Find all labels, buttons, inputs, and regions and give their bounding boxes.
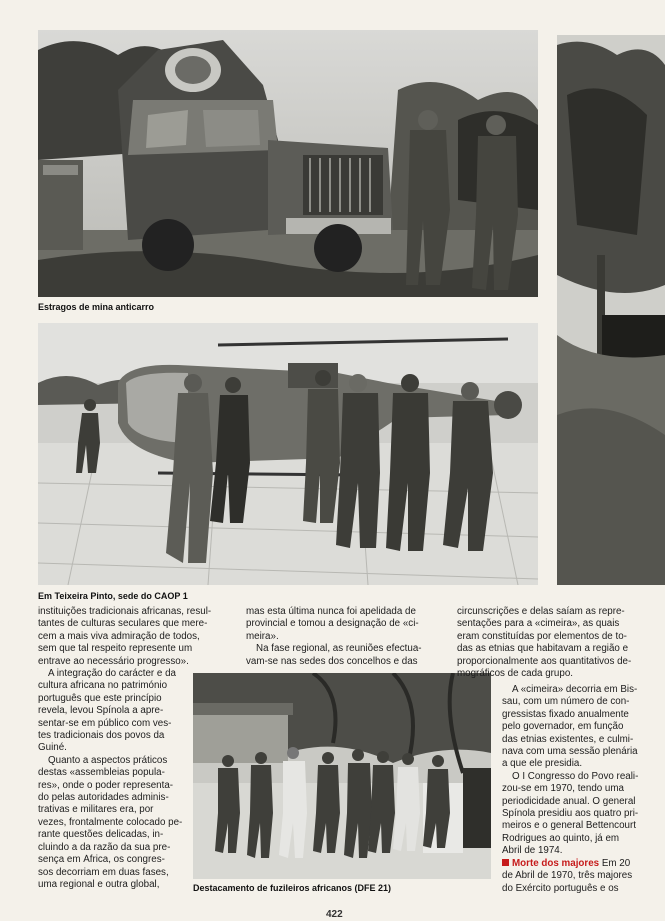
- text-line: do pelas autoridades adminis-: [38, 792, 169, 804]
- text-line: do Exército português e os: [502, 882, 619, 894]
- text-line: O I Congresso do Povo reali-: [512, 770, 639, 782]
- col3-paragraph-3: [502, 771, 662, 858]
- text-line: Em 20: [599, 857, 631, 869]
- text-line: tes tradicionais dos povos da: [38, 730, 165, 742]
- text-line: A «cimeira» decorria em Bis-: [512, 684, 638, 695]
- col1-paragraph-3: [38, 755, 188, 891]
- photo-teixeira-pinto: [38, 323, 538, 585]
- text-line: pelo governador, em função: [502, 721, 624, 733]
- text-column-1: [38, 606, 238, 668]
- text-line: de Abril de 1970, três majores: [502, 870, 633, 882]
- photo-marines: [193, 673, 491, 879]
- text-line: vezes, frontalmente colocado pe-: [38, 816, 183, 828]
- text-line: gressistas fixado anualmente: [502, 708, 629, 720]
- caption-marines: Destacamento de fuzileiros africanos (DFE 21): [193, 883, 392, 893]
- text-line: Rodrigues ao quinto, já em: [502, 832, 620, 844]
- text-column-2: [246, 606, 452, 668]
- text-line: circunscrições e delas saíam as repre-: [457, 606, 625, 617]
- text-line: instituições tradicionais africanas, resul-: [38, 606, 212, 617]
- section-heading-line: [502, 858, 662, 870]
- text-line: destas «assembleias popula-: [38, 767, 165, 779]
- text-line: meiros e o general Bettencourt: [502, 820, 636, 832]
- text-column-3: [457, 606, 660, 680]
- col1-paragraph-2: [38, 668, 188, 755]
- text-line: sos decorriam em duas fases,: [38, 866, 169, 878]
- text-line: mográficos de cada grupo.: [457, 668, 573, 680]
- text-line: sença em África, os congres-: [38, 854, 165, 866]
- text-line: proporcionalmente aos quantitativos de-: [457, 655, 632, 667]
- text-line: sau, com um número de con-: [502, 696, 630, 708]
- text-line: mas esta última nunca foi apelidada de: [246, 606, 416, 617]
- text-line: Abril de 1974.: [502, 845, 563, 857]
- text-line: sentações para a «cimeira», as quais: [457, 618, 620, 630]
- text-line: Quanto a aspectos práticos: [48, 754, 168, 766]
- text-line: trativas e militares era, por: [38, 804, 154, 816]
- photo-tree-hut: [557, 35, 665, 585]
- text-line: tantes de culturas seculares que mere-: [38, 618, 208, 630]
- caption-teixeira-pinto: Em Teixeira Pinto, sede do CAOP 1: [38, 591, 188, 601]
- text-line: cluindo a da razão da sua pre-: [38, 841, 171, 853]
- col1-paragraph-1: [38, 606, 238, 668]
- text-line: vam-se nas sedes dos concelhos e das: [246, 655, 418, 667]
- text-line: provincial e tomou a designação de «ci-: [246, 618, 419, 630]
- square-bullet-icon: [502, 859, 509, 866]
- text-line: das etnias existentes, e culmi-: [502, 733, 634, 745]
- text-line: A integração do carácter e da: [48, 668, 176, 679]
- text-column-3-narrow: [502, 684, 662, 895]
- col3-paragraph-1: [457, 606, 660, 680]
- text-line: a que ele presidia.: [502, 758, 583, 770]
- page-number: 422: [326, 909, 343, 920]
- text-line: sem que tal respeito represente um: [38, 643, 193, 655]
- col3-paragraph-2: [502, 684, 662, 771]
- text-line: das as etnias que habitavam a região e: [457, 643, 629, 655]
- text-line: periodicidade anual. O general: [502, 795, 636, 807]
- text-line: nava com uma sessão plenária: [502, 746, 638, 758]
- text-line: cem a mais viva admiração de todos,: [38, 630, 200, 642]
- text-line: uma regional e outra global,: [38, 878, 160, 890]
- text-line: Guiné.: [38, 742, 67, 754]
- text-line: res», onde o poder representa-: [38, 779, 174, 791]
- text-line: revela, levou Spínola a apre-: [38, 705, 164, 717]
- text-line: cultura africana no património: [38, 680, 168, 692]
- col2-paragraph-2: [246, 643, 452, 668]
- text-line: rante questões delicadas, in-: [38, 829, 164, 841]
- col2-paragraph-1: [246, 606, 452, 643]
- text-line: zou-se em 1970, tendo uma: [502, 783, 624, 795]
- text-line: meira».: [246, 630, 279, 642]
- col3-paragraph-4: [502, 858, 662, 895]
- text-line: sentar-se em público com ves-: [38, 717, 172, 729]
- text-line: eram constituídas por elementos de to-: [457, 630, 627, 642]
- section-heading: Morte dos majores: [512, 857, 600, 869]
- caption-mine-damage: Estragos de mina anticarro: [38, 302, 155, 312]
- text-column-1-narrow: [38, 668, 188, 891]
- text-line: entrave ao necessário progresso».: [38, 655, 189, 667]
- text-line: Spínola presidiu aos quatro pri-: [502, 808, 639, 820]
- text-line: Na fase regional, as reuniões efectua-: [256, 643, 422, 655]
- photo-mine-damage: [38, 30, 538, 297]
- text-line: português que este princípio: [38, 692, 162, 704]
